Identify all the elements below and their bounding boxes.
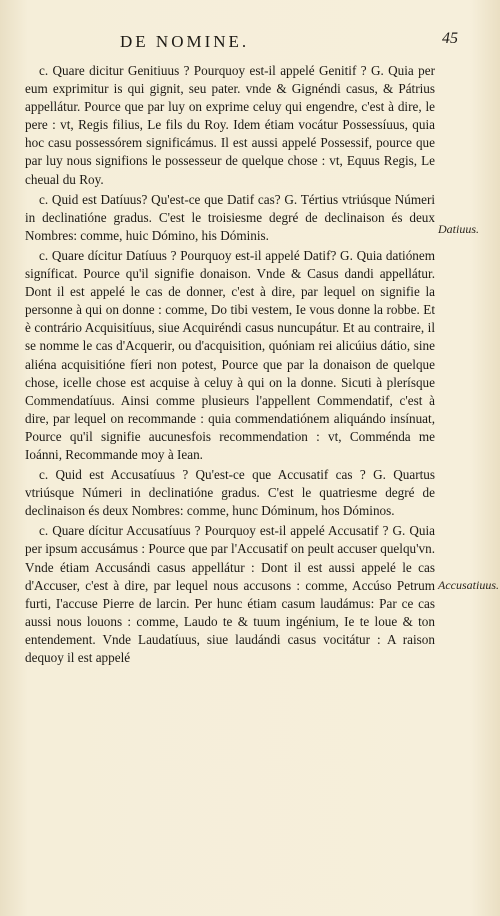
margin-note-datiuus: Datiuus.	[438, 222, 480, 236]
paragraph-datiuus-definition: c. Quid est Datíuus? Qu'est-ce que Datif cas? G. Tértius vtriúsque Númeri in declinatióne gradus. C'est le troisiesme degré de declinaison és deux Nombres: comme, huic Dómino, his Dóminis.	[25, 191, 435, 243]
paragraph-accusatiuus-reason: c. Quare dícitur Accusatíuus ? Pourquoy est-il appelé Accusatif ? G. Quia per ipsum accusámus : Pource que par l'Accusatif on peult accuser quelqu'vn. Vnde étiam Accusándi casus appellátur : Dont il est aussi appelé le cas d'Accuser, c'est à dire, par lequel nous accusons : comme, Accúso Petrum furti, I'accuse Pierre de larcin. Per hunc étiam casum laudámus: Par ce cas aussi nous louons : comme, Laudo te & tuum ingénium, Ie te loue & ton entendement. Vnde Laudatíuus, siue laudándi casus vocitátur : A raison dequoy il est appelé	[25, 523, 435, 665]
paragraph-genitiuus: c. Quare dicitur Genitiuus ? Pourquoy est-il appelé Genitif ? G. Quia per eum exprimitur is qui gignit, seu pater. vnde & Gignéndi casus, & Pátrius appellátur. Pource que par luy on exprime celuy qui engendre, c'est à dire, le pere : vt, Regis filius, Le fils du Roy. Idem étiam vocátur Possessíuus, quia hoc casu possessórem significámus. Il est aussi appelé Possessif, pource que par luy nous signifions le possesseur de quelque chose : vt, Equus Regis, Le cheual du Roy.	[25, 63, 435, 187]
page-header	[0, 32, 500, 54]
body-text	[25, 60, 435, 669]
running-title: DE NOMINE.	[120, 32, 250, 51]
margin-note-accusatiuus: Accusatiuus.	[438, 578, 499, 592]
page-number: 45	[442, 30, 458, 47]
paragraph-accusatiuus-definition: c. Quid est Accusatíuus ? Qu'est-ce que Accusatif cas ? G. Quartus vtriúsque Númeri in declinatióne gradus. C'est le quatriesme degré de declinaison és deux Nombres: comme, hunc Dóminum, hos Dóminos.	[25, 467, 435, 519]
paragraph-datiuus-reason: c. Quare dícitur Datíuus ? Pourquoy est-il appelé Datif? G. Quia datiónem signíficat. Pource qu'il signifie donaison. Vnde & Casus dandi appellátur. Dont il est appelé le cas de donner, c'est à dire, par lequel on signifie la personne à qui on donne : comme, Do tibi vestem, Ie vous donne la robbe. Et è contrário Acquisitíuus, siue Acquiréndi casus nuncupátur. Et au contraire, il se nomme le cas d'Acquerir, ou d'acquisition, quóniam rei alicúius dátio, sine aliéna acquisitióne fíeri non potest, Pource que par la donaison de quelque chose, icelle chose est acquise à celuy à qui on la donne. Sicuti à plerísque Commendatíuus. Ainsi comme plusieurs l'appellent Commendatif, c'est à dire, par lequel on recommande : quia commendatiónem aliquándo insínuat, Pource qu'il signifie aucunesfois recommendation : vt, Comménda me Ioánni, Recommande moy à Iean.	[25, 247, 435, 462]
